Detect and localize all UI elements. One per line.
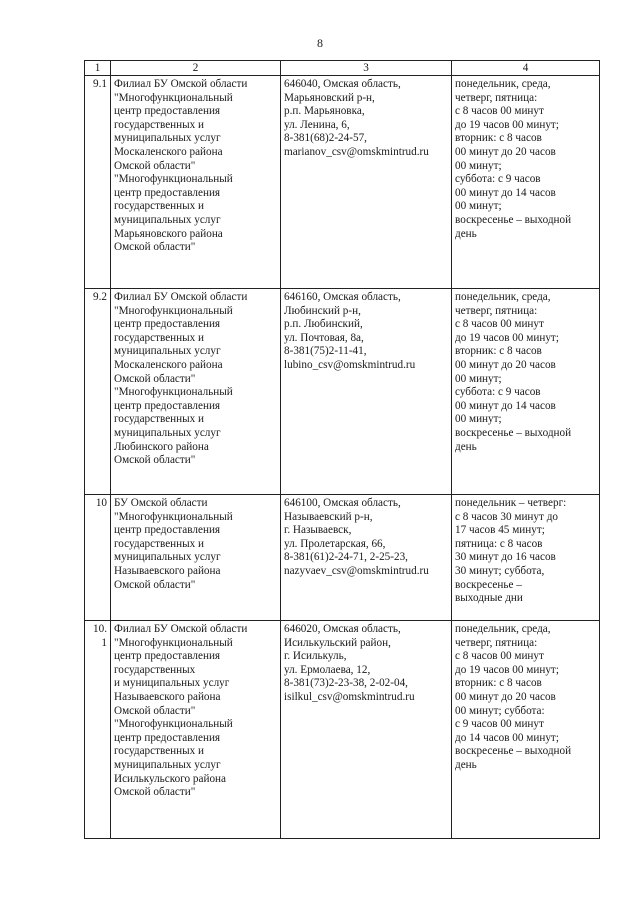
name-line: "Многофункциональный — [114, 510, 233, 523]
name-line: Марьяновского района — [114, 227, 223, 240]
hours-line: до 14 часов 00 минут; — [455, 731, 559, 744]
name-line: Москаленского района — [114, 145, 223, 158]
column-hours-header: 4 — [452, 61, 600, 76]
hours-line: до 19 часов 00 минут; — [455, 663, 559, 676]
name-line: муниципальных услуг — [114, 426, 221, 439]
address-line: г. Исилькуль, — [284, 650, 347, 663]
hours-line: воскресенье – — [455, 578, 522, 591]
address-line: Марьяновский р-н, — [284, 91, 375, 104]
address-line: 8-381(73)2-23-38, 2-02-04, — [284, 677, 408, 690]
organization-name-cell — [111, 495, 281, 621]
hours-line: с 8 часов 30 минут до — [455, 510, 558, 523]
address-line: 646040, Омская область, — [284, 78, 401, 90]
address-line: Любинский р-н, — [284, 304, 361, 317]
hours-line: 00 минут до 20 часов — [455, 690, 556, 703]
name-line: и муниципальных услуг — [114, 677, 230, 690]
organization-name-cell — [111, 76, 281, 289]
hours-line: 17 часов 45 минут; — [455, 524, 545, 537]
working-hours-cell — [452, 495, 600, 621]
name-line: Омской области" — [114, 704, 196, 717]
name-line: муниципальных услуг — [114, 758, 221, 771]
hours-line: 00 минут до 20 часов — [455, 358, 556, 371]
name-line: Омской области" — [114, 786, 196, 799]
hours-line: вторник: с 8 часов — [455, 132, 542, 145]
working-hours-cell — [452, 289, 600, 495]
organization-name-cell — [111, 289, 281, 495]
name-line: центр предоставления — [114, 105, 221, 118]
address-line: nazyvaev_csv@omskmintrud.ru — [284, 564, 429, 577]
name-line: государственных и — [114, 745, 205, 758]
name-line: центр предоставления — [114, 186, 221, 199]
name-line: центр предоставления — [114, 650, 221, 663]
name-line: муниципальных услуг — [114, 345, 221, 358]
hours-line: понедельник, среда, — [455, 623, 551, 635]
hours-line: четверг, пятница: — [455, 304, 538, 317]
name-line: государственных и — [114, 413, 205, 426]
hours-line: до 19 часов 00 минут; — [455, 331, 559, 344]
hours-line: четверг, пятница: — [455, 91, 538, 104]
hours-line: 00 минут до 14 часов — [455, 399, 556, 412]
hours-line: воскресенье – выходной — [455, 426, 572, 439]
table-row — [85, 76, 600, 289]
address-line: marianov_csv@omskmintrud.ru — [284, 145, 429, 158]
address-line: 646100, Омская область, — [284, 497, 401, 509]
address-line: ул. Ленина, 6, — [284, 118, 350, 131]
hours-line: пятница: с 8 часов — [455, 537, 543, 550]
name-line: БУ Омской области — [114, 497, 208, 509]
hours-line: выходные дни — [455, 592, 523, 605]
address-line: isilkul_csv@omskmintrud.ru — [284, 690, 415, 703]
hours-line: 00 минут до 14 часов — [455, 186, 556, 199]
address-cell — [281, 621, 452, 839]
row-number: 10 — [85, 495, 111, 621]
page-number: 8 — [317, 36, 323, 50]
working-hours-cell — [452, 621, 600, 839]
hours-line: 00 минут до 20 часов — [455, 145, 556, 158]
address-cell — [281, 495, 452, 621]
address-line: р.п. Марьяновка, — [284, 105, 365, 118]
address-cell — [281, 76, 452, 289]
table-row — [85, 495, 600, 621]
name-line: Омской области" — [114, 159, 196, 172]
name-line: Москаленского района — [114, 358, 223, 371]
column-address-header: 3 — [281, 61, 452, 76]
name-line: государственных и — [114, 331, 205, 344]
name-line: "Многофункциональный — [114, 173, 233, 186]
row-number: 9.2 — [85, 289, 111, 495]
address-line: 8-381(61)2-24-71, 2-25-23, — [284, 551, 408, 564]
hours-line: день — [455, 227, 477, 240]
name-line: центр предоставления — [114, 731, 221, 744]
hours-line: воскресенье – выходной — [455, 213, 572, 226]
name-line: Омской области" — [114, 372, 196, 385]
hours-line: 00 минут; — [455, 159, 502, 172]
name-line: Омской области" — [114, 454, 196, 467]
address-line: 646020, Омская область, — [284, 623, 401, 635]
hours-line: понедельник, среда, — [455, 78, 551, 90]
hours-line: с 9 часов 00 минут — [455, 718, 544, 731]
address-line: 8-381(68)2-24-57, — [284, 132, 367, 145]
address-line: р.п. Любинский, — [284, 318, 363, 331]
name-line: "Многофункциональный — [114, 304, 233, 317]
name-line: Любинского района — [114, 440, 209, 453]
name-line: центр предоставления — [114, 399, 221, 412]
organization-name-cell — [111, 621, 281, 839]
working-hours-cell — [452, 76, 600, 289]
name-line: Называевского района — [114, 690, 221, 703]
name-line: Филиал БУ Омской области — [114, 78, 248, 90]
mfc-branches-table — [84, 60, 600, 839]
name-line: государственных и — [114, 118, 205, 131]
name-line: Исилькульского района — [114, 772, 226, 785]
name-line: государственных и — [114, 200, 205, 213]
address-line: ул. Ермолаева, 12, — [284, 663, 371, 676]
hours-line: четверг, пятница: — [455, 636, 538, 649]
row-number: 9.1 — [85, 76, 111, 289]
hours-line: понедельник, среда, — [455, 291, 551, 303]
hours-line: 30 минут до 16 часов — [455, 551, 556, 564]
hours-line: 30 минут; суббота, — [455, 564, 545, 577]
table-row — [85, 289, 600, 495]
hours-line: суббота: с 9 часов — [455, 173, 541, 186]
hours-line: день — [455, 440, 477, 453]
name-line: центр предоставления — [114, 318, 221, 331]
name-line: "Многофункциональный — [114, 636, 233, 649]
name-line: "Многофункциональный — [114, 718, 233, 731]
name-line: Филиал БУ Омской области — [114, 623, 248, 635]
hours-line: понедельник – четверг: — [455, 497, 567, 509]
hours-line: день — [455, 758, 477, 771]
name-line: государственных — [114, 663, 196, 676]
address-line: lubino_csv@omskmintrud.ru — [284, 358, 416, 371]
hours-line: с 8 часов 00 минут — [455, 650, 544, 663]
hours-line: 00 минут; суббота: — [455, 704, 545, 717]
address-line: г. Называевск, — [284, 524, 352, 537]
hours-line: суббота: с 9 часов — [455, 386, 541, 399]
hours-line: с 8 часов 00 минут — [455, 318, 544, 331]
name-line: муниципальных услуг — [114, 213, 221, 226]
name-line: государственных и — [114, 537, 205, 550]
hours-line: 00 минут; — [455, 372, 502, 385]
name-line: "Многофункциональный — [114, 386, 233, 399]
address-cell — [281, 289, 452, 495]
name-line: центр предоставления — [114, 524, 221, 537]
column-number-header: 1 — [85, 61, 111, 76]
name-line: муниципальных услуг — [114, 551, 221, 564]
name-line: Филиал БУ Омской области — [114, 291, 248, 303]
table-row — [85, 621, 600, 839]
column-name-header: 2 — [111, 61, 281, 76]
name-line: Омской области" — [114, 578, 196, 591]
name-line: муниципальных услуг — [114, 132, 221, 145]
name-line: "Многофункциональный — [114, 91, 233, 104]
address-line: 8-381(75)2-11-41, — [284, 345, 367, 358]
hours-line: 00 минут; — [455, 200, 502, 213]
address-line: 646160, Омская область, — [284, 291, 401, 303]
hours-line: 00 минут; — [455, 413, 502, 426]
row-number: 10.1 — [85, 621, 111, 839]
table-header-row — [85, 61, 600, 76]
hours-line: вторник: с 8 часов — [455, 677, 542, 690]
hours-line: до 19 часов 00 минут; — [455, 118, 559, 131]
address-line: Исилькульский район, — [284, 636, 391, 649]
hours-line: с 8 часов 00 минут — [455, 105, 544, 118]
address-line: Называевский р-н, — [284, 510, 373, 523]
hours-line: вторник: с 8 часов — [455, 345, 542, 358]
hours-line: воскресенье – выходной — [455, 745, 572, 758]
address-line: ул. Пролетарская, 66, — [284, 537, 386, 550]
address-line: ул. Почтовая, 8а, — [284, 331, 364, 344]
name-line: Омской области" — [114, 241, 196, 254]
name-line: Называевского района — [114, 564, 221, 577]
